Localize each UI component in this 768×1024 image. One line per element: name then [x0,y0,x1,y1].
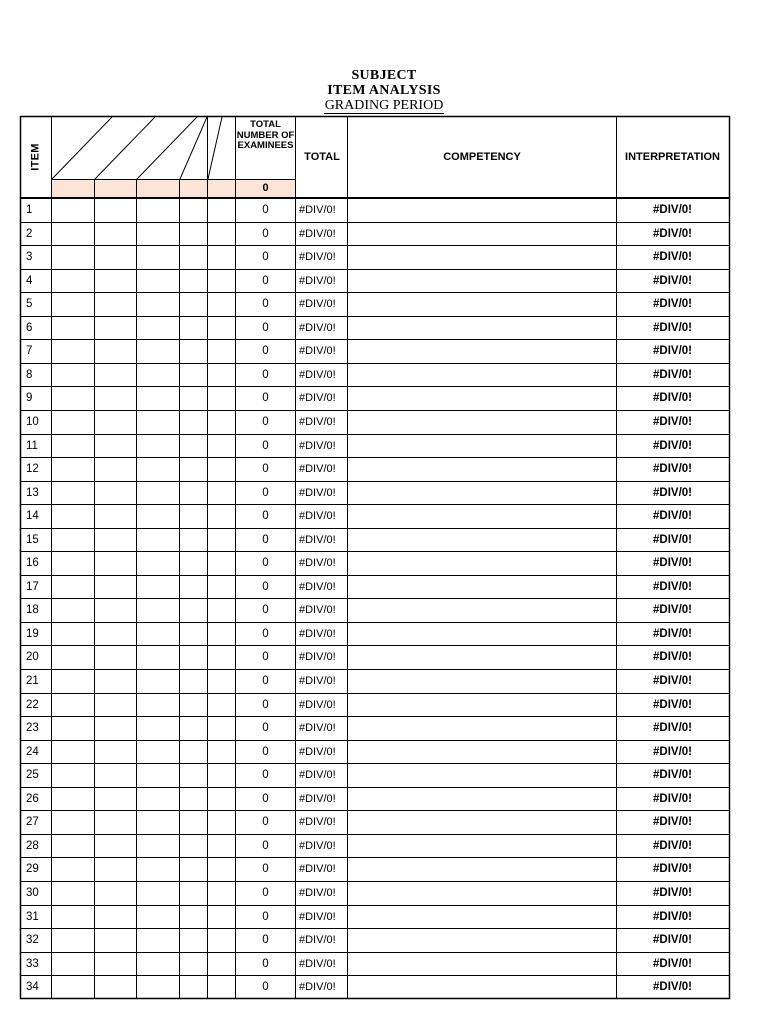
examinees-cell: 0 [262,298,269,311]
examinees-cell: 0 [262,934,269,947]
interpretation-cell: #DIV/0! [653,580,692,593]
table-row [20,482,730,505]
item-number-cell: 15 [26,533,39,546]
table-row [20,976,730,999]
interpretation-cell: #DIV/0! [653,274,692,287]
item-number-cell: 7 [26,345,33,358]
table-row [20,317,730,340]
total-cell: #DIV/0! [299,486,336,499]
item-number-cell: 11 [26,439,38,452]
header-diagonal-4 [180,117,207,179]
examinees-cell: 0 [262,769,269,782]
total-examinees-header: TOTAL NUMBER OF EXAMINEES [236,119,295,151]
total-cell: #DIV/0! [299,510,336,523]
item-number-cell: 6 [26,321,33,334]
table-row [20,906,730,929]
examinees-cell: 0 [262,439,269,452]
table-row [20,741,730,764]
total-cell: #DIV/0! [299,415,336,428]
table-row [20,670,730,693]
item-number-cell: 3 [26,251,33,264]
examinees-cell: 0 [262,839,269,852]
examinees-cell: 0 [262,204,269,216]
examinees-cell: 0 [262,392,269,405]
table-row [20,788,730,811]
item-analysis-title: ITEM ANALYSIS [327,83,441,98]
table-row [20,223,730,246]
item-column-header-text: ITEM [29,143,42,171]
total-cell: #DIV/0! [299,274,336,287]
table-row [20,435,730,458]
total-cell: #DIV/0! [299,745,336,758]
total-cell: #DIV/0! [299,439,336,452]
item-number-cell: 22 [26,698,39,711]
total-cell: #DIV/0! [299,580,336,593]
score-highlight-cell-2 [95,180,136,197]
examinees-cell: 0 [262,792,269,805]
interpretation-cell: #DIV/0! [653,415,692,428]
total-cell: #DIV/0! [299,769,336,782]
item-column-header [20,117,51,197]
table-row [20,599,730,622]
table-row [20,835,730,858]
table-row [20,576,730,599]
item-number-cell: 27 [26,816,39,829]
interpretation-cell: #DIV/0! [653,675,692,687]
total-cell: #DIV/0! [299,651,336,664]
item-number-cell: 26 [26,792,39,805]
subject-title: SUBJECT [351,68,417,83]
interpretation-cell: #DIV/0! [653,886,692,899]
examinees-cell: 0 [262,957,269,970]
total-cell: #DIV/0! [299,392,336,405]
examinees-cell: 0 [262,345,269,358]
item-number-cell: 10 [26,415,39,428]
table-row [20,411,730,434]
item-number-cell: 30 [26,886,39,899]
item-number-cell: 29 [26,863,39,876]
interpretation-cell: #DIV/0! [653,439,692,452]
examinees-cell: 0 [262,604,269,617]
examinees-cell: 0 [262,651,269,664]
examinees-cell: 0 [262,510,269,523]
table-row [20,246,730,269]
total-cell: #DIV/0! [299,533,336,546]
item-number-cell: 34 [26,981,39,994]
total-cell: #DIV/0! [299,839,336,852]
interpretation-cell: #DIV/0! [653,651,692,664]
total-cell: #DIV/0! [299,698,336,711]
item-number-cell: 14 [26,510,39,523]
table-row [20,458,730,481]
total-examinees-value: 0 [262,182,269,194]
total-cell: #DIV/0! [299,722,336,735]
table-row [20,529,730,552]
examinees-cell: 0 [262,251,269,264]
item-number-cell: 25 [26,769,39,782]
total-cell: #DIV/0! [299,368,336,381]
examinees-cell: 0 [262,722,269,735]
examinees-cell: 0 [262,627,269,640]
examinees-cell: 0 [262,886,269,899]
header-diagonal-1 [52,117,112,179]
interpretation-cell: #DIV/0! [653,510,692,523]
item-number-cell: 33 [26,957,39,970]
interpretation-cell: #DIV/0! [653,745,692,758]
table-row [20,694,730,717]
total-cell: #DIV/0! [299,981,336,994]
score-highlight-cell-1 [52,180,94,197]
total-column-header: TOTAL [304,151,340,163]
item-number-cell: 17 [26,580,39,593]
interpretation-cell: #DIV/0! [653,368,692,381]
table-row [20,811,730,834]
interpretation-cell: #DIV/0! [653,698,692,711]
interpretation-cell: #DIV/0! [653,604,692,617]
interpretation-cell: #DIV/0! [653,533,692,546]
total-cell: #DIV/0! [299,227,336,240]
item-number-cell: 19 [26,627,39,640]
total-cell: #DIV/0! [299,816,336,829]
examinees-cell: 0 [262,557,269,570]
table-row [20,623,730,646]
interpretation-cell: #DIV/0! [653,627,692,640]
total-cell: #DIV/0! [299,792,336,805]
interpretation-cell: #DIV/0! [653,392,692,405]
interpretation-cell: #DIV/0! [653,722,692,735]
interpretation-cell: #DIV/0! [653,345,692,358]
score-highlight-cell-4 [180,180,207,197]
examinees-cell: 0 [262,227,269,240]
examinees-cell: 0 [262,580,269,593]
item-number-cell: 8 [26,368,33,381]
total-cell: #DIV/0! [299,604,336,617]
item-number-cell: 31 [26,910,39,923]
interpretation-cell: #DIV/0! [653,981,692,994]
examinees-cell: 0 [262,981,269,994]
table-row [20,882,730,905]
examinees-cell: 0 [262,816,269,829]
total-cell: #DIV/0! [299,863,336,876]
table-row [20,199,730,222]
examinees-cell: 0 [262,321,269,334]
item-number-cell: 20 [26,651,39,664]
examinees-cell: 0 [262,675,269,687]
examinees-cell: 0 [262,745,269,758]
item-number-cell: 32 [26,934,39,947]
table-row [20,293,730,316]
interpretation-cell: #DIV/0! [653,910,692,923]
total-cell: #DIV/0! [299,251,336,264]
header-diagonal-5 [208,117,222,179]
interpretation-cell: #DIV/0! [653,557,692,570]
table-row [20,858,730,881]
interpretation-cell: #DIV/0! [653,251,692,264]
item-number-cell: 23 [26,722,39,735]
item-number-cell: 1 [26,204,33,216]
interpretation-column-header: INTERPRETATION [625,151,720,163]
total-cell: #DIV/0! [299,627,336,640]
examinees-cell: 0 [262,415,269,428]
table-row [20,552,730,575]
item-number-cell: 2 [26,227,33,240]
interpretation-cell: #DIV/0! [653,816,692,829]
item-number-cell: 13 [26,486,39,499]
total-cell: #DIV/0! [299,204,336,216]
table-row [20,929,730,952]
table-row [20,505,730,528]
total-cell: #DIV/0! [299,321,336,334]
total-cell: #DIV/0! [299,934,336,947]
interpretation-cell: #DIV/0! [653,321,692,334]
item-number-cell: 9 [26,392,33,405]
interpretation-cell: #DIV/0! [653,227,692,240]
total-cell: #DIV/0! [299,957,336,970]
interpretation-cell: #DIV/0! [653,769,692,782]
competency-column-header: COMPETENCY [443,151,521,163]
table-row [20,953,730,976]
score-highlight-cell-5 [208,180,235,197]
item-number-cell: 21 [26,675,39,687]
total-cell: #DIV/0! [299,463,336,476]
interpretation-cell: #DIV/0! [653,863,692,876]
interpretation-cell: #DIV/0! [653,957,692,970]
table-row [20,340,730,363]
total-cell: #DIV/0! [299,345,336,358]
examinees-cell: 0 [262,698,269,711]
total-cell: #DIV/0! [299,910,336,923]
interpretation-cell: #DIV/0! [653,204,692,216]
table-row [20,717,730,740]
total-cell: #DIV/0! [299,298,336,311]
total-cell: #DIV/0! [299,886,336,899]
interpretation-cell: #DIV/0! [653,486,692,499]
interpretation-cell: #DIV/0! [653,792,692,805]
interpretation-cell: #DIV/0! [653,934,692,947]
examinees-cell: 0 [262,533,269,546]
table-row [20,387,730,410]
item-number-cell: 5 [26,298,33,311]
table-row [20,764,730,787]
grading-period-text: GRADING PERIOD [324,98,444,113]
item-number-cell: 16 [26,557,39,570]
total-cell: #DIV/0! [299,557,336,570]
examinees-cell: 0 [262,910,269,923]
table-row [20,270,730,293]
examinees-cell: 0 [262,863,269,876]
table-row [20,364,730,387]
item-number-cell: 24 [26,745,39,758]
table-row [20,646,730,669]
interpretation-cell: #DIV/0! [653,463,692,476]
item-number-cell: 4 [26,274,33,287]
item-number-cell: 12 [26,463,39,476]
interpretation-cell: #DIV/0! [653,839,692,852]
examinees-cell: 0 [262,463,269,476]
item-number-cell: 28 [26,839,39,852]
examinees-cell: 0 [262,486,269,499]
examinees-cell: 0 [262,274,269,287]
examinees-cell: 0 [262,368,269,381]
total-cell: #DIV/0! [299,675,336,687]
score-highlight-cell-3 [137,180,179,197]
item-number-cell: 18 [26,604,39,617]
interpretation-cell: #DIV/0! [653,298,692,311]
